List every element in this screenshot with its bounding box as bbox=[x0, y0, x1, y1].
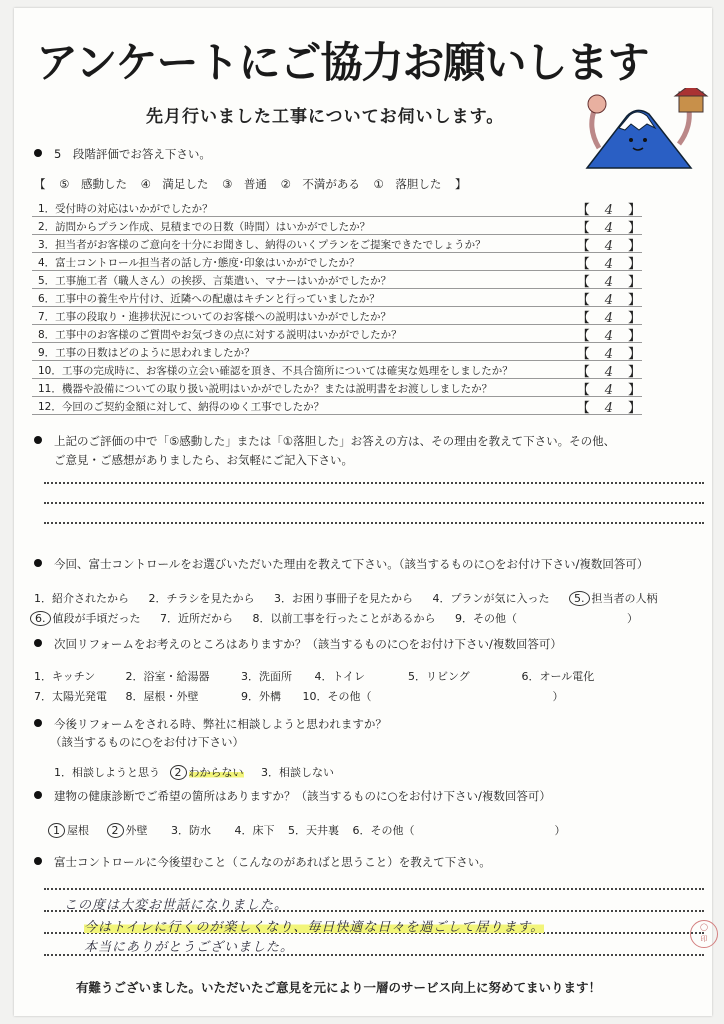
bullet-icon bbox=[34, 149, 42, 157]
bullet-icon bbox=[34, 719, 42, 727]
choice-question: 今回、富士コントロールをお選びいただいた理由を教えて下さい。（該当するものに○をお付け下さい/複数回答可） bbox=[34, 556, 648, 572]
question-row: 11．機器や設備についての取り扱い説明はいかがでしたか？または説明書をお渡ししましたか？ 【 4 】 bbox=[32, 380, 642, 397]
choice-option[interactable]: 9．その他（ bbox=[455, 612, 517, 625]
reform-option[interactable]: 10．その他（ bbox=[302, 690, 372, 703]
diagnosis-option[interactable]: 外壁 bbox=[125, 824, 148, 837]
bullet-icon bbox=[34, 639, 42, 647]
reform-option[interactable]: 8．屋根・外壁 bbox=[125, 690, 199, 703]
consult-note: （該当するものに○をお付け下さい） bbox=[50, 735, 245, 749]
answer-field[interactable]: 【 4 】 bbox=[576, 203, 642, 218]
answer-field[interactable]: 【 4 】 bbox=[576, 257, 642, 272]
reason-question: 上記のご評価の中で「⑤感動した」または「①落胆した」お答えの方は、その理由を教えて下さい。その他、 bbox=[34, 433, 615, 449]
choice-option[interactable]: 8．以前工事を行ったことがあるから bbox=[252, 612, 436, 625]
answer-field[interactable]: 【 4 】 bbox=[576, 383, 642, 398]
reform-option[interactable]: 7．太陽光発電 bbox=[34, 690, 107, 703]
choice-row-1 bbox=[34, 590, 658, 606]
choice-option[interactable]: 2．チラシを見たから bbox=[148, 592, 255, 605]
request-question: 富士コントロールに今後望むこと（こんなのがあればと思うこと）を教えて下さい。 bbox=[34, 854, 491, 870]
reform-option[interactable]: 5．リビング bbox=[408, 670, 470, 683]
rating-instruction: 5 段階評価でお答え下さい。 bbox=[34, 146, 211, 162]
circled-choice[interactable]: 2 bbox=[107, 823, 124, 838]
comment-line[interactable] bbox=[44, 502, 704, 504]
question-row: 9．工事の日数はどのように思われましたか？ 【 4 】 bbox=[32, 344, 642, 361]
answer-field[interactable]: 【 4 】 bbox=[576, 329, 642, 344]
question-row: 6．工事中の養生や片付け、近隣への配慮はキチンと行っていましたか？ 【 4 】 bbox=[32, 290, 642, 307]
diagnosis-question: 建物の健康診断でご希望の箇所はありますか？（該当するものに○をお付け下さい/複数回答可） bbox=[34, 788, 551, 804]
choice-option[interactable]: 1．紹介されたから bbox=[34, 592, 129, 605]
answer-field[interactable]: 【 4 】 bbox=[576, 365, 642, 380]
bullet-icon bbox=[34, 857, 42, 865]
reform-row-2: 7．太陽光発電 8．屋根・外壁 9．外構 10．その他（ ） bbox=[34, 690, 564, 703]
question-row: 4．富士コントロール担当者の話し方･態度･印象はいかがでしたか？ 【 4 】 bbox=[32, 254, 642, 271]
circled-choice[interactable]: 1 bbox=[48, 823, 65, 838]
answer-field[interactable]: 【 4 】 bbox=[576, 293, 642, 308]
comment-line[interactable] bbox=[44, 888, 704, 890]
diagnosis-option[interactable]: 4．床下 bbox=[234, 824, 275, 837]
question-row: 12．今回のご契約金額に対して、納得のゆく工事でしたか？ 【 4 】 bbox=[32, 398, 642, 415]
reform-option[interactable]: 2．浴室・給湯器 bbox=[125, 670, 210, 683]
consult-question: 今後リフォームをされる時、弊社に相談しようと思われますか？ bbox=[34, 716, 387, 732]
question-row: 8．工事中のお客様のご質問やお気づきの点に対する説明はいかがでしたか？ 【 4 】 bbox=[32, 326, 642, 343]
reform-option[interactable]: 1．キッチン bbox=[34, 670, 96, 683]
bullet-icon bbox=[34, 791, 42, 799]
consult-options bbox=[54, 764, 334, 780]
question-row: 10．工事の完成時に、お客様の立会い確認を頂き、不具合箇所については確実な処理をしましたか？ 【 4 】 bbox=[32, 362, 642, 379]
answer-field[interactable]: 【 4 】 bbox=[576, 401, 642, 416]
consult-option-selected[interactable]: わからない bbox=[188, 766, 244, 779]
answer-field[interactable]: 【 4 】 bbox=[576, 347, 642, 362]
answer-field[interactable]: 【 4 】 bbox=[576, 239, 642, 254]
diagnosis-option[interactable]: 屋根 bbox=[67, 824, 89, 837]
question-row: 7．工事の段取り・進捗状況についてのお客様への説明はいかがでしたか？ 【 4 】 bbox=[32, 308, 642, 325]
page-title: アンケートにご協力お願いします bbox=[36, 38, 649, 87]
rating-legend: 【 ⑤ 感動した ④ 満足した ③ 普通 ② 不満がある ① 落胆した 】 bbox=[34, 177, 467, 191]
question-row: 5．工事施工者（職人さん）の挨拶、言葉遣い、マナーはいかがでしたか？ 【 4 】 bbox=[32, 272, 642, 289]
choice-option[interactable]: 値段が手頃だった bbox=[52, 612, 141, 625]
reform-option[interactable]: 9．外構 bbox=[241, 690, 281, 703]
choice-option[interactable]: 4．プランが気に入った bbox=[432, 592, 550, 605]
reform-option[interactable]: 4．トイレ bbox=[314, 670, 365, 683]
circled-choice[interactable]: 5. bbox=[569, 591, 590, 606]
circled-choice[interactable]: 6. bbox=[30, 611, 51, 626]
diagnosis-option[interactable]: 5．天井裏 bbox=[288, 824, 339, 837]
survey-page bbox=[14, 8, 712, 1016]
next-reform-question: 次回リフォームをお考えのところはありますか？（該当するものに○をお付け下さい/複数回答可） bbox=[34, 636, 562, 652]
reform-row-1 bbox=[34, 668, 594, 684]
question-row: 3．担当者がお客様のご意向を十分にお聞きし、納得のいくプランをご提案できたでしょうか？ 【 4 】 bbox=[32, 236, 642, 253]
answer-field[interactable]: 【 4 】 bbox=[576, 221, 642, 236]
answer-field[interactable]: 【 4 】 bbox=[576, 275, 642, 290]
consult-option[interactable]: 1．相談しようと思う bbox=[54, 766, 160, 779]
choice-option[interactable]: 3．お困り事冊子を見たから bbox=[274, 592, 413, 605]
bullet-icon bbox=[34, 559, 42, 567]
choice-option[interactable]: 担当者の人柄 bbox=[591, 592, 658, 605]
reason-question-line2: ご意見・ご感想がありましたら、お気軽にご記入下さい。 bbox=[54, 453, 353, 467]
question-row: 2．訪問からプラン作成、見積までの日数（時間）はいかがでしたか？ 【 4 】 bbox=[32, 218, 642, 235]
consult-option[interactable]: 3．相談しない bbox=[261, 766, 334, 779]
circled-choice[interactable]: 2 bbox=[170, 765, 187, 780]
choice-row-2: 6. 値段が手頃だった 7．近所だから 8．以前工事を行ったことがあるから 9．その他（ ） bbox=[30, 610, 638, 626]
seal-stamp-icon: ◯ 印 bbox=[690, 920, 718, 948]
diagnosis-option[interactable]: 6．その他（ bbox=[352, 824, 415, 837]
handwritten-comment: 本当にありがとうございました。 bbox=[84, 940, 295, 955]
choice-option[interactable]: 7．近所だから bbox=[160, 612, 233, 625]
answer-field[interactable]: 【 4 】 bbox=[576, 311, 642, 326]
diagnosis-option[interactable]: 3．防水 bbox=[171, 824, 211, 837]
handwritten-comment: この度は大変お世話になりました。 bbox=[64, 898, 289, 913]
question-row: 1．受付時の対応はいかがでしたか？ 【 4 】 bbox=[32, 200, 642, 217]
diagnosis-options: 1 屋根 2 外壁 3．防水 4．床下 5．天井裏 6．その他（ ） bbox=[48, 822, 566, 838]
mountain-mascot-icon bbox=[579, 88, 719, 178]
page-subtitle: 先月行いました工事についてお伺いします。 bbox=[146, 107, 505, 127]
reform-option[interactable]: 3．洗面所 bbox=[241, 670, 292, 683]
bullet-icon bbox=[34, 436, 42, 444]
handwritten-comment: 今はトイレに行くのが楽しくなり、毎日快適な日々を過ごして居ります。 bbox=[84, 916, 544, 935]
comment-line[interactable] bbox=[44, 482, 704, 484]
footer-message: 有難うございました。いただいたご意見を元により一層のサービス向上に努めてまいります！ bbox=[76, 980, 602, 995]
comment-line[interactable] bbox=[44, 522, 704, 524]
reform-option[interactable]: 6．オール電化 bbox=[521, 670, 595, 683]
